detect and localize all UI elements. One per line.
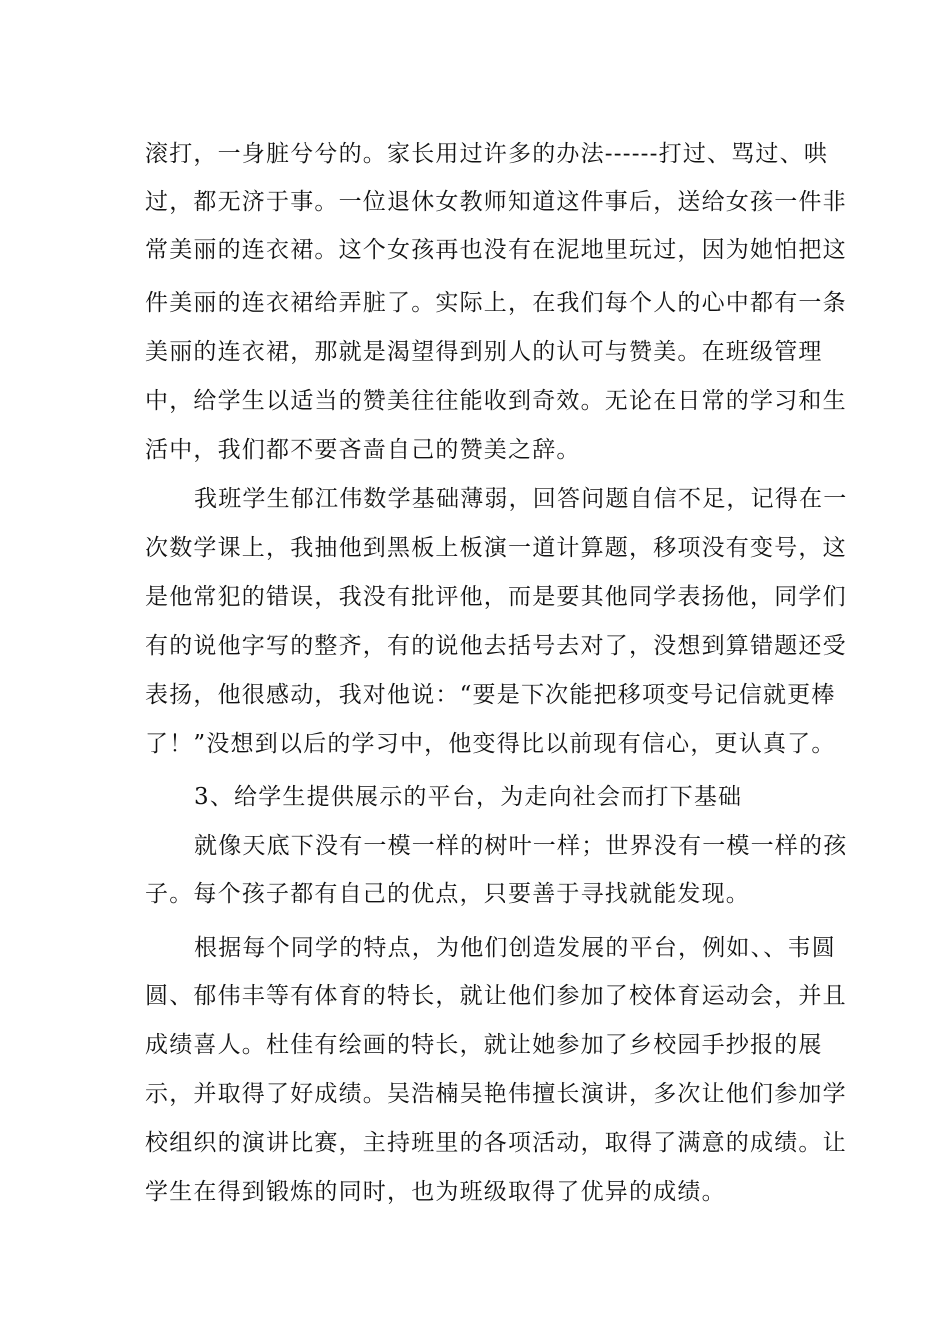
paragraph-1-line-1: 滚打，一身脏兮兮的。家长用过许多的办法------打过、骂过、哄 [145,141,829,167]
paragraph-3-line-1: 就像天底下没有一模一样的树叶一样；世界没有一模一样的孩 [194,833,848,859]
paragraph-2-line-1: 我班学生郁江伟数学基础薄弱，回答问题自信不足，记得在一 [194,486,848,512]
paragraph-4-line-4: 示，并取得了好成绩。吴浩楠吴艳伟擅长演讲，多次让他们参加学 [145,1081,847,1107]
paragraph-4-line-1: 根据每个同学的特点，为他们创造发展的平台，例如、、韦圆 [194,935,836,961]
paragraph-4-line-2: 圆、郁伟丰等有体育的特长，就让他们参加了校体育运动会，并且 [145,983,847,1009]
paragraph-2-line-5: 表扬，他很感动，我对他说：“要是下次能把移项变号记信就更棒 [145,682,836,708]
paragraph-1-line-7: 活中，我们都不要吝啬自己的赞美之辞。 [145,437,581,463]
paragraph-1-line-3: 常美丽的连衣裙。这个女孩再也没有在泥地里玩过，因为她怕把这 [145,237,847,263]
paragraph-3-line-2: 子。每个孩子都有自己的优点，只要善于寻找就能发现。 [145,881,750,907]
paragraph-2-line-4: 有的说他字写的整齐，有的说他去括号去对了，没想到算错题还受 [145,633,847,659]
paragraph-4-line-6: 学生在得到锻炼的同时，也为班级取得了优异的成绩。 [145,1179,726,1205]
paragraph-1-line-2: 过，都无济于事。一位退休女教师知道这件事后，送给女孩一件非 [145,189,847,215]
paragraph-1-line-5: 美丽的连衣裙，那就是渴望得到别人的认可与赞美。在班级管理 [145,339,823,365]
section-heading-3: 3、给学生提供展示的平台，为走向社会而打下基础 [194,784,743,810]
paragraph-1-line-6: 中，给学生以适当的赞美往往能收到奇效。无论在日常的学习和生 [145,388,847,414]
paragraph-4-line-3: 成绩喜人。杜佳有绘画的特长，就让她参加了乡校园手抄报的展 [145,1032,823,1058]
paragraph-1-line-4: 件美丽的连衣裙给弄脏了。实际上，在我们每个人的心中都有一条 [145,290,847,316]
paragraph-2-line-2: 次数学课上，我抽他到黑板上板演一道计算题，移项没有变号，这 [145,535,847,561]
paragraph-4-line-5: 校组织的演讲比赛，主持班里的各项活动，取得了满意的成绩。让 [145,1130,847,1156]
paragraph-2-line-3: 是他常犯的错误，我没有批评他，而是要其他同学表扬他，同学们 [145,584,847,610]
paragraph-2-line-6: 了！”没想到以后的学习中，他变得比以前现有信心，更认真了。 [145,731,836,757]
